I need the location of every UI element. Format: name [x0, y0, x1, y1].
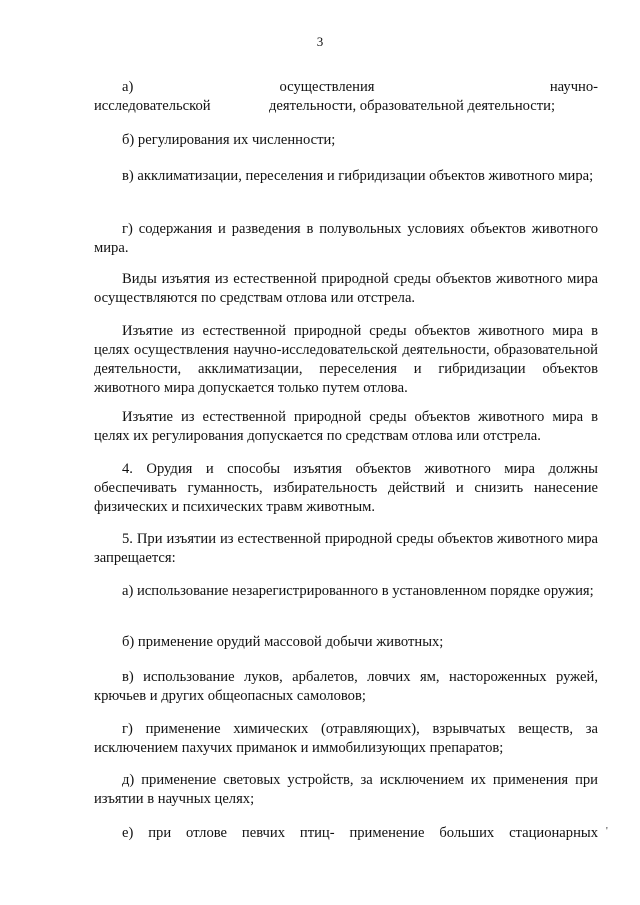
paragraph-5-prohibitions: 5. При изъятии из естественной природной среды объектов животного мира запрещается: — [94, 531, 598, 566]
paragraph-c-bows-crossbows: в) использование луков, арбалетов, ловчих ям, настороженных ружей, крючьев и других общеопасных самоловов; — [94, 669, 598, 704]
paragraph-f-songbirds: е) при отлове певчих птиц- применение больших стационарных — [122, 825, 598, 841]
paragraph-4-tools-and-methods: 4. Орудия и способы изъятия объектов животного мира должны обеспечивать гуманность, избирательность действий и снизить нанесение физических и психических травм животным. — [94, 461, 598, 515]
paragraph-e-light-devices: д) применение световых устройств, за исключением их применения при изъятии в научных целях; — [94, 772, 598, 807]
paragraph-b-mass-hunting-tools: б) применение орудий массовой добычи животных; — [122, 634, 444, 650]
paragraph-b-regulation: б) регулирования их численности; — [122, 132, 336, 148]
paragraph-d-chemicals: г) применение химических (отравляющих), взрывчатых веществ, за исключением пахучих приманок и иммобилизующих препаратов; — [94, 721, 598, 756]
page-number: 3 — [316, 34, 324, 49]
paragraph-d-keeping: г) содержания и разведения в полувольных условиях объектов животного мира. — [94, 221, 598, 256]
paragraph-removal-for-regulation: Изъятие из естественной природной среды объектов животного мира в целях их регулирования допускается по средствам отлова или отстрела. — [94, 409, 598, 444]
paragraph-c-acclimatization: в) акклиматизации, переселения и гибридизации объектов животного мира; — [122, 168, 594, 184]
paragraph-types-of-removal: Виды изъятия из естественной природной среды объектов животного мира осуществляются по средствам отлова или отстрела. — [94, 271, 598, 306]
paragraph-removal-by-trapping: Изъятие из естественной природной среды объектов животного мира в целях осуществления научно-исследовательской деятельности, образовательной деятельности, акклиматизации, переселения и гибридизации объектов животного мира допускается только путем отлова. — [94, 323, 598, 396]
paragraph-a-unregistered-weapons: а) использование незарегистрированного в установленном порядке оружия; — [122, 583, 594, 599]
paragraph-a-research: а) осуществления научно-исследовательской деятельности, образовательной деятельности; — [94, 79, 598, 114]
margin-mark: ' — [606, 826, 608, 837]
